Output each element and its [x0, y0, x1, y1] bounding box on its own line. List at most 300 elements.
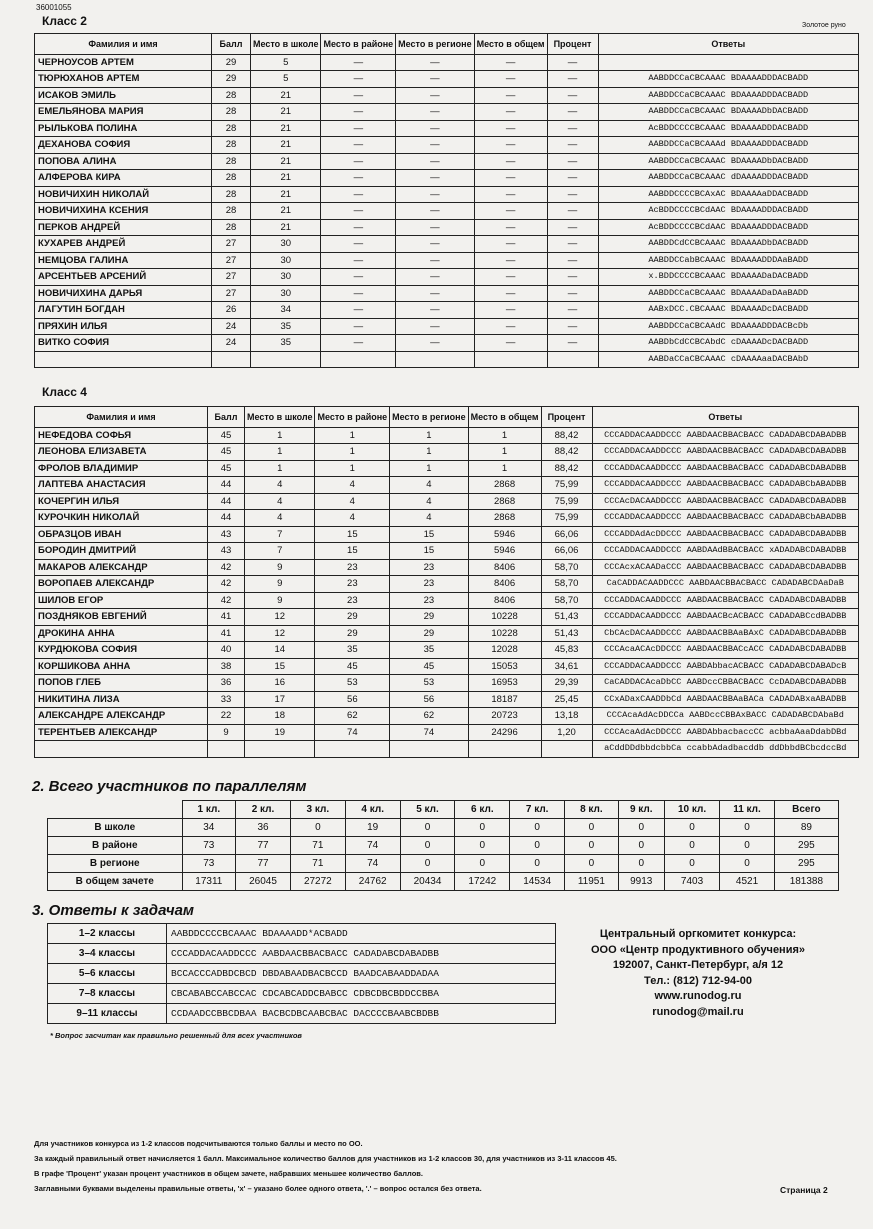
- row-region-place: 15: [390, 543, 468, 560]
- row-region-place: —: [396, 104, 474, 121]
- totals-cell: 77: [236, 837, 291, 855]
- row-school-place: 15: [245, 658, 315, 675]
- totals-cell: 0: [400, 819, 455, 837]
- col-name: Фамилия и имя: [35, 34, 212, 55]
- totals-cell: 34: [182, 819, 236, 837]
- row-school-place: 19: [245, 724, 315, 741]
- row-percent: —: [547, 186, 598, 203]
- table-row: [35, 87, 859, 104]
- row-score: 27: [212, 285, 251, 302]
- row-district-place: 35: [315, 642, 390, 659]
- footer-notes: [34, 1136, 617, 1196]
- row-name: ИСАКОВ ЭМИЛЬ: [35, 87, 212, 104]
- row-answers: AABDDCCaCBCAAAC dDAAAADDDACBADD: [598, 170, 858, 187]
- row-overall-place: 15053: [468, 658, 541, 675]
- row-overall-place: —: [474, 71, 547, 88]
- table-row: [35, 559, 859, 576]
- row-name: НЕМЦОВА ГАЛИНА: [35, 252, 212, 269]
- row-name: МАКАРОВ АЛЕКСАНДР: [35, 559, 208, 576]
- row-school-place: 21: [251, 170, 321, 187]
- row-score: 26: [212, 302, 251, 319]
- row-answers: CCCADDAdAcDDCCC AABDAACBBACBACC CADADABCDABADBB: [592, 526, 858, 543]
- totals-cell: 295: [774, 837, 838, 855]
- totals-cell: 17242: [455, 873, 510, 891]
- row-school-place: 16: [245, 675, 315, 692]
- row-school-place: 9: [245, 576, 315, 593]
- table-row: [35, 592, 859, 609]
- row-overall-place: —: [474, 236, 547, 253]
- row-district-place: 23: [315, 592, 390, 609]
- row-region-place: 56: [390, 691, 468, 708]
- table-row: [35, 236, 859, 253]
- totals-col-header: 11 кл.: [720, 801, 775, 819]
- col-answers: Ответы: [598, 34, 858, 55]
- row-name: ДРОКИНА АННА: [35, 625, 208, 642]
- totals-cell: 0: [720, 819, 775, 837]
- row-name: КУРДЮКОВА СОФИЯ: [35, 642, 208, 659]
- row-score: 28: [212, 137, 251, 154]
- row-answers: CaCADDACAADDCCC AABDAACBBACBACC CADADABCDAaDaB: [592, 576, 858, 593]
- row-region-place: —: [396, 318, 474, 335]
- row-district-place: —: [321, 71, 396, 88]
- row-district-place: 56: [315, 691, 390, 708]
- row-district-place: 74: [315, 724, 390, 741]
- row-score: 38: [208, 658, 245, 675]
- row-score: 27: [212, 252, 251, 269]
- row-region-place: [396, 351, 474, 368]
- page-number: Страница 2: [780, 1185, 828, 1195]
- totals-col-header: 4 кл.: [345, 801, 400, 819]
- row-answers: AABDbCdCCBCAbdC cDAAAADcDACBADD: [598, 335, 858, 352]
- totals-cell: 89: [774, 819, 838, 837]
- contact-address: 192007, Санкт-Петербург, а/я 12: [612, 959, 784, 971]
- keys-answer: CCDAADCCBBCDBAA BACBCDBCAABCBAC DACCCCBAABCBDBB: [167, 1004, 556, 1024]
- totals-cell: 24762: [345, 873, 400, 891]
- row-score: 45: [208, 427, 245, 444]
- row-overall-place: 1: [468, 460, 541, 477]
- row-district-place: —: [321, 335, 396, 352]
- row-school-place: 30: [251, 285, 321, 302]
- row-name: ЛАПТЕВА АНАСТАСИЯ: [35, 477, 208, 494]
- row-district-place: 23: [315, 576, 390, 593]
- row-school-place: 35: [251, 335, 321, 352]
- row-percent: 13,18: [541, 708, 592, 725]
- totals-cell: 0: [664, 837, 719, 855]
- table-row: [35, 658, 859, 675]
- class4-rows: [35, 427, 859, 757]
- row-overall-place: 2868: [468, 510, 541, 527]
- row-answers: CCCADDACAADDCCC AABDAACBBACBACC CADADABCbABADBB: [592, 477, 858, 494]
- row-percent: 75,99: [541, 493, 592, 510]
- contact-org-committee: Центральный оргкомитет конкурса:: [599, 928, 797, 940]
- row-answers: AABDDCCaCBCAAAC BDAAAADDDACBADD: [598, 71, 858, 88]
- footer-note-3: В графе 'Процент' указан процент участников в общем зачете, набравших меньшее количество баллов.: [34, 1169, 423, 1178]
- row-answers: AcBDDCCCCBCdAAC BDAAAADDDACBADD: [598, 203, 858, 220]
- table-row: [35, 691, 859, 708]
- table-row: [35, 675, 859, 692]
- row-district-place: 62: [315, 708, 390, 725]
- row-score: 41: [208, 609, 245, 626]
- keys-title: 3. Ответы к задачам: [32, 902, 195, 919]
- row-district-place: 29: [315, 609, 390, 626]
- contact-email[interactable]: runodog@mail.ru: [652, 1005, 744, 1018]
- totals-cell: 0: [565, 819, 619, 837]
- class2-title: Класс 2: [42, 14, 87, 28]
- row-district-place: 4: [315, 477, 390, 494]
- row-overall-place: 8406: [468, 592, 541, 609]
- contact-phone: Тел.: (812) 712-94-00: [644, 974, 752, 987]
- row-region-place: 4: [390, 477, 468, 494]
- row-region-place: 62: [390, 708, 468, 725]
- col-overall: Место в общем: [474, 34, 547, 55]
- row-overall-place: 1: [468, 444, 541, 461]
- totals-cell: 0: [565, 837, 619, 855]
- row-score: 42: [208, 592, 245, 609]
- row-percent: [547, 351, 598, 368]
- row-score: 24: [212, 335, 251, 352]
- row-percent: —: [547, 137, 598, 154]
- row-answers: AcBDDCCCCBCdAAC BDAAAADDDACBADD: [598, 219, 858, 236]
- totals-corner: [48, 801, 183, 819]
- row-name: ПОПОВ ГЛЕБ: [35, 675, 208, 692]
- row-district-place: 4: [315, 510, 390, 527]
- keys-answer: CBCABABCCABCCAC CDCABCADDCBABCC CDBCDBCBDDCCBBA: [167, 984, 556, 1004]
- row-name: БОРОДИН ДМИТРИЙ: [35, 543, 208, 560]
- row-region-place: 15: [390, 526, 468, 543]
- class4-title: Класс 4: [42, 385, 87, 399]
- totals-cell: 0: [455, 819, 510, 837]
- totals-cell: 0: [618, 855, 664, 873]
- row-district-place: —: [321, 137, 396, 154]
- table-row: [35, 285, 859, 302]
- row-region-place: 53: [390, 675, 468, 692]
- table-row: [35, 609, 859, 626]
- totals-title: 2. Всего участников по параллелям: [32, 778, 307, 795]
- table-row: [35, 335, 859, 352]
- totals-col-header: 7 кл.: [510, 801, 565, 819]
- row-score: 28: [212, 87, 251, 104]
- row-answers: AABDDCCaCBCAAAC BDAAAADbDACBADD: [598, 104, 858, 121]
- row-answers: AABDDCCaCBCAAAC BDAAAADbDACBADD: [598, 153, 858, 170]
- keys-row: [48, 984, 556, 1004]
- table-row: [35, 203, 859, 220]
- class2-table: [34, 33, 859, 368]
- totals-cell: 0: [664, 855, 719, 873]
- row-school-place: 4: [245, 510, 315, 527]
- row-answers: CCCAcaACAcDDCCC AABDAACBBACcACC CADADABCDABADBB: [592, 642, 858, 659]
- contact-website[interactable]: www.runodog.ru: [654, 990, 742, 1002]
- totals-row-label: В общем зачете: [48, 873, 183, 891]
- row-district-place: —: [321, 186, 396, 203]
- row-overall-place: 2868: [468, 477, 541, 494]
- row-percent: —: [547, 153, 598, 170]
- row-score: 27: [212, 236, 251, 253]
- totals-cell: 0: [510, 837, 565, 855]
- row-name: ПОПОВА АЛИНА: [35, 153, 212, 170]
- table-row: [35, 302, 859, 319]
- col-school: Место в школе: [245, 407, 315, 428]
- row-percent: 75,99: [541, 477, 592, 494]
- totals-cell: 0: [565, 855, 619, 873]
- row-overall-place: 2868: [468, 493, 541, 510]
- row-score: 28: [212, 120, 251, 137]
- row-district-place: —: [321, 318, 396, 335]
- col-percent: Процент: [547, 34, 598, 55]
- row-name: [35, 741, 208, 758]
- row-district-place: —: [321, 87, 396, 104]
- totals-cell: 0: [510, 855, 565, 873]
- row-region-place: —: [396, 285, 474, 302]
- row-name: ШИЛОВ ЕГОР: [35, 592, 208, 609]
- row-district-place: —: [321, 302, 396, 319]
- row-percent: 66,06: [541, 543, 592, 560]
- keys-note: * Вопрос засчитан как правильно решенный для всех участников: [50, 1031, 302, 1040]
- row-percent: —: [547, 203, 598, 220]
- row-school-place: 21: [251, 219, 321, 236]
- row-answers: AABDDCCaCBCAAAC BDAAAADDDACBADD: [598, 87, 858, 104]
- row-overall-place: 16953: [468, 675, 541, 692]
- table-row: [35, 252, 859, 269]
- table-row: [35, 137, 859, 154]
- row-school-place: 34: [251, 302, 321, 319]
- row-district-place: 15: [315, 543, 390, 560]
- row-percent: 45,83: [541, 642, 592, 659]
- row-region-place: 23: [390, 576, 468, 593]
- row-percent: —: [547, 269, 598, 286]
- row-region-place: —: [396, 335, 474, 352]
- row-score: 45: [208, 444, 245, 461]
- totals-rows: [48, 819, 839, 891]
- row-overall-place: —: [474, 203, 547, 220]
- row-percent: —: [547, 71, 598, 88]
- row-percent: —: [547, 302, 598, 319]
- col-score: Балл: [212, 34, 251, 55]
- row-school-place: 18: [245, 708, 315, 725]
- row-school-place: 1: [245, 460, 315, 477]
- row-name: НОВИЧИХИН НИКОЛАЙ: [35, 186, 212, 203]
- keys-rows: [48, 924, 556, 1024]
- row-percent: 88,42: [541, 427, 592, 444]
- row-region-place: —: [396, 71, 474, 88]
- row-school-place: 7: [245, 526, 315, 543]
- row-percent: 25,45: [541, 691, 592, 708]
- row-answers: CCCADDACAADDCCC AABDAACBcACBACC CADADABCcdBADBB: [592, 609, 858, 626]
- totals-cell: 19: [345, 819, 400, 837]
- totals-cell: 0: [455, 837, 510, 855]
- keys-answer: CCCADDACAADDCCC AABDAACBBACBACC CADADABCDABADBB: [167, 944, 556, 964]
- totals-col-header: 5 кл.: [400, 801, 455, 819]
- col-overall: Место в общем: [468, 407, 541, 428]
- row-region-place: —: [396, 54, 474, 71]
- row-answers: CCCADDACAADDCCC AABDAACBBACBACC CADADABCDABADBB: [592, 444, 858, 461]
- row-answers: AABDDCCaCBCAAAd BDAAAADDDACBADD: [598, 137, 858, 154]
- row-score: 22: [208, 708, 245, 725]
- footer-note-2: За каждый правильный ответ начисляется 1 балл. Максимальное количество баллов для участников из 1-2 классов 30, для участников из 3-11 классов 45.: [34, 1154, 617, 1163]
- row-overall-place: —: [474, 137, 547, 154]
- col-region: Место в регионе: [390, 407, 468, 428]
- row-school-place: 12: [245, 609, 315, 626]
- row-district-place: 1: [315, 444, 390, 461]
- row-percent: 88,42: [541, 460, 592, 477]
- table-row: [35, 493, 859, 510]
- row-answers: CbCAcDACAADDCCC AABDAACBBAaBAxC CADADABCDABADBB: [592, 625, 858, 642]
- row-overall-place: —: [474, 54, 547, 71]
- row-percent: —: [547, 170, 598, 187]
- row-answers: CCCADDACAADDCCC AABDAbbacACBACC CADADABCDABADcB: [592, 658, 858, 675]
- row-percent: —: [547, 104, 598, 121]
- row-overall-place: —: [474, 104, 547, 121]
- table-row: [35, 708, 859, 725]
- totals-col-header: 6 кл.: [455, 801, 510, 819]
- row-answers: CCCADDACAADDCCC AABDAACBBACBACC CADADABCDABADBB: [592, 427, 858, 444]
- totals-cell: 0: [455, 855, 510, 873]
- totals-row: [48, 837, 839, 855]
- row-district-place: —: [321, 153, 396, 170]
- table-row: [35, 460, 859, 477]
- row-score: 43: [208, 543, 245, 560]
- row-district-place: 1: [315, 427, 390, 444]
- row-overall-place: —: [474, 219, 547, 236]
- row-percent: [541, 741, 592, 758]
- row-district-place: 4: [315, 493, 390, 510]
- row-region-place: —: [396, 269, 474, 286]
- table-row: [35, 526, 859, 543]
- keys-class-label: 9–11 классы: [48, 1004, 167, 1024]
- totals-cell: 26045: [236, 873, 291, 891]
- totals-col-header: 10 кл.: [664, 801, 719, 819]
- row-district-place: 29: [315, 625, 390, 642]
- row-score: 28: [212, 203, 251, 220]
- row-overall-place: —: [474, 335, 547, 352]
- row-name: ТЮРЮХАНОВ АРТЕМ: [35, 71, 212, 88]
- totals-row: [48, 819, 839, 837]
- totals-cell: 0: [720, 837, 775, 855]
- footer-note-1: Для участников конкурса из 1-2 классов подсчитываются только баллы и место по ОО.: [34, 1139, 363, 1148]
- row-overall-place: 24296: [468, 724, 541, 741]
- totals-cell: 0: [510, 819, 565, 837]
- totals-cell: 0: [720, 855, 775, 873]
- row-region-place: 1: [390, 460, 468, 477]
- row-region-place: [390, 741, 468, 758]
- table-row: [35, 219, 859, 236]
- totals-cell: 9913: [618, 873, 664, 891]
- row-name: АЛЕКСАНДРЕ АЛЕКСАНДР: [35, 708, 208, 725]
- totals-row-label: В регионе: [48, 855, 183, 873]
- row-overall-place: 8406: [468, 576, 541, 593]
- row-district-place: 1: [315, 460, 390, 477]
- class4-table: [34, 406, 859, 758]
- row-answers: CCCADDACAADDCCC AABDAACBBACBACC CADADABCDABADBB: [592, 592, 858, 609]
- keys-row: [48, 964, 556, 984]
- table-row: [35, 54, 859, 71]
- row-school-place: 7: [245, 543, 315, 560]
- row-region-place: —: [396, 252, 474, 269]
- row-name: НОВИЧИХИНА ДАРЬЯ: [35, 285, 212, 302]
- row-answers: CaCADDACAcaDbCC AABDccCBBACBACC CcDADABCDABADBB: [592, 675, 858, 692]
- row-overall-place: —: [474, 318, 547, 335]
- row-score: 44: [208, 477, 245, 494]
- row-score: 36: [208, 675, 245, 692]
- row-district-place: 45: [315, 658, 390, 675]
- totals-cell: 74: [345, 855, 400, 873]
- table-row: [35, 71, 859, 88]
- row-percent: —: [547, 335, 598, 352]
- row-percent: 58,70: [541, 576, 592, 593]
- totals-row: [48, 873, 839, 891]
- row-name: НОВИЧИХИНА КСЕНИЯ: [35, 203, 212, 220]
- row-school-place: 21: [251, 137, 321, 154]
- row-percent: 51,43: [541, 609, 592, 626]
- row-overall-place: —: [474, 120, 547, 137]
- table-row: [35, 625, 859, 642]
- row-score: 28: [212, 219, 251, 236]
- row-name: ТЕРЕНТЬЕВ АЛЕКСАНДР: [35, 724, 208, 741]
- row-district-place: 23: [315, 559, 390, 576]
- totals-cell: 77: [236, 855, 291, 873]
- row-district-place: —: [321, 236, 396, 253]
- row-overall-place: 8406: [468, 559, 541, 576]
- row-region-place: —: [396, 137, 474, 154]
- row-percent: —: [547, 318, 598, 335]
- row-percent: 34,61: [541, 658, 592, 675]
- row-name: ПОЗДНЯКОВ ЕВГЕНИЙ: [35, 609, 208, 626]
- row-name: АРСЕНТЬЕВ АРСЕНИЙ: [35, 269, 212, 286]
- row-name: ЛАГУТИН БОГДАН: [35, 302, 212, 319]
- row-answers: AABDaCCaCBCAAAC cDAAAAaaDACBAbD: [598, 351, 858, 368]
- row-name: ОБРАЗЦОВ ИВАН: [35, 526, 208, 543]
- row-region-place: 45: [390, 658, 468, 675]
- row-overall-place: [474, 351, 547, 368]
- totals-col-header: 1 кл.: [182, 801, 236, 819]
- row-name: НИКИТИНА ЛИЗА: [35, 691, 208, 708]
- row-region-place: —: [396, 203, 474, 220]
- row-percent: 58,70: [541, 592, 592, 609]
- row-region-place: —: [396, 186, 474, 203]
- col-name: Фамилия и имя: [35, 407, 208, 428]
- keys-class-label: 3–4 классы: [48, 944, 167, 964]
- totals-cell: 0: [290, 819, 345, 837]
- row-answers: AABDDCCabBCAAAC BDAAAADDDAaBADD: [598, 252, 858, 269]
- row-answers: AcBDDCCCCBCAAAC BDAAAADDDACBADD: [598, 120, 858, 137]
- totals-col-header: 3 кл.: [290, 801, 345, 819]
- row-region-place: 29: [390, 625, 468, 642]
- row-region-place: 4: [390, 493, 468, 510]
- contact-block: [568, 927, 828, 1020]
- row-district-place: —: [321, 219, 396, 236]
- totals-cell: 0: [618, 819, 664, 837]
- row-district-place: —: [321, 252, 396, 269]
- row-district-place: —: [321, 104, 396, 121]
- row-name: НЕФЕДОВА СОФЬЯ: [35, 427, 208, 444]
- row-school-place: 21: [251, 203, 321, 220]
- row-name: ДЕХАНОВА СОФИЯ: [35, 137, 212, 154]
- totals-cell: 71: [290, 837, 345, 855]
- row-score: 42: [208, 576, 245, 593]
- row-region-place: —: [396, 236, 474, 253]
- row-overall-place: 10228: [468, 625, 541, 642]
- row-district-place: 15: [315, 526, 390, 543]
- totals-cell: 0: [400, 855, 455, 873]
- table-row: [35, 186, 859, 203]
- row-percent: 1,20: [541, 724, 592, 741]
- row-answers: CCCAcDACAADDCCC AABDAACBBACBACC CADADABCDABADBB: [592, 493, 858, 510]
- row-name: ВОРОПАЕВ АЛЕКСАНДР: [35, 576, 208, 593]
- row-percent: —: [547, 285, 598, 302]
- row-overall-place: —: [474, 87, 547, 104]
- table-header-row: [35, 407, 859, 428]
- contact-company: ООО «Центр продуктивного обучения»: [590, 943, 806, 956]
- row-name: КУРОЧКИН НИКОЛАЙ: [35, 510, 208, 527]
